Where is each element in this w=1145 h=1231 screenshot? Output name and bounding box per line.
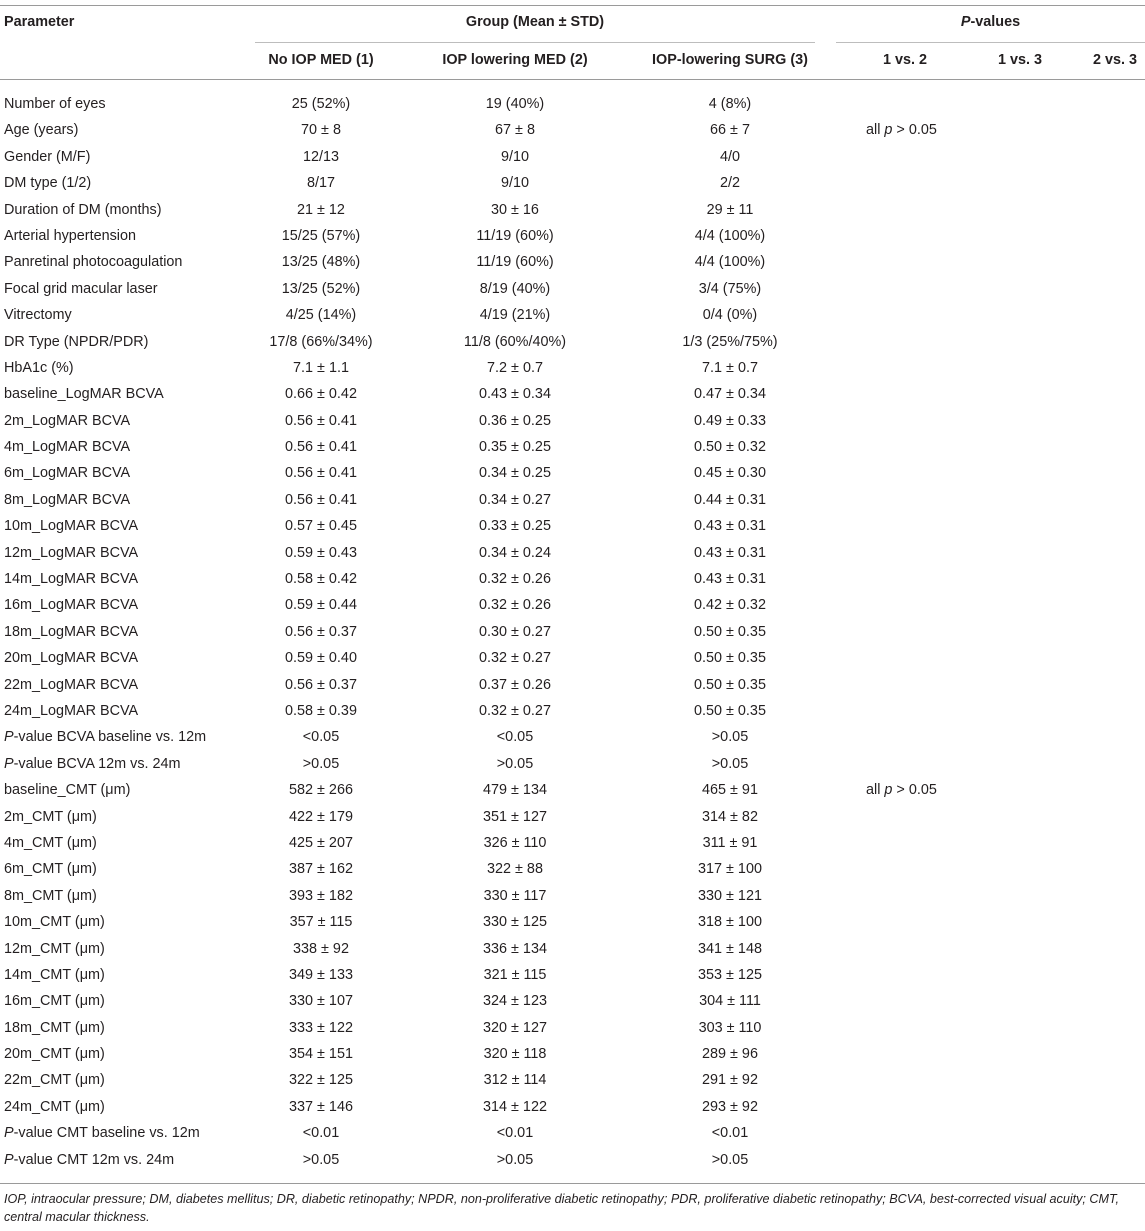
group-3-cell: 353 ± 125 bbox=[698, 966, 762, 983]
group-1-cell: 0.56 ± 0.41 bbox=[285, 491, 357, 508]
param-cell: 2m_CMT (μm) bbox=[4, 808, 97, 825]
param-cell: Focal grid macular laser bbox=[4, 280, 158, 297]
group-2-cell: 0.32 ± 0.27 bbox=[479, 702, 551, 719]
group-1-cell: >0.05 bbox=[302, 1151, 340, 1168]
group-2-cell: 4/19 (21%) bbox=[479, 307, 551, 324]
param-cell: Age (years) bbox=[4, 122, 79, 139]
group-1-cell: 357 ± 115 bbox=[289, 914, 353, 931]
group-2-cell: 11/8 (60%/40%) bbox=[463, 333, 567, 350]
table-row bbox=[0, 698, 1145, 724]
group-2-cell: 479 ± 134 bbox=[483, 782, 547, 799]
group-3-cell: 314 ± 82 bbox=[702, 808, 758, 825]
table-row bbox=[0, 144, 1145, 170]
group-2-cell: 7.2 ± 0.7 bbox=[487, 359, 543, 376]
table-body bbox=[0, 91, 1145, 1173]
param-cell: 24m_LogMAR BCVA bbox=[4, 702, 139, 719]
table-row bbox=[0, 91, 1145, 117]
table-row bbox=[0, 909, 1145, 935]
group-1-cell: 337 ± 146 bbox=[289, 1098, 353, 1115]
param-cell: 18m_LogMAR BCVA bbox=[4, 623, 139, 640]
group-2-cell: 320 ± 127 bbox=[483, 1019, 547, 1036]
param-cell: P-value BCVA baseline vs. 12m bbox=[4, 729, 207, 746]
param-cell: 14m_LogMAR BCVA bbox=[4, 571, 139, 588]
group-1-cell: 0.56 ± 0.41 bbox=[285, 412, 357, 429]
table-row bbox=[0, 672, 1145, 698]
group-3-cell: 66 ± 7 bbox=[710, 122, 750, 139]
table-row bbox=[0, 381, 1145, 407]
group-3-cell: 341 ± 148 bbox=[698, 940, 762, 957]
param-cell: Panretinal photocoagulation bbox=[4, 254, 183, 271]
group-1-cell: 0.56 ± 0.41 bbox=[285, 439, 357, 456]
group-2-cell: <0.05 bbox=[496, 729, 534, 746]
table-row bbox=[0, 962, 1145, 988]
group-1-cell: 0.59 ± 0.43 bbox=[285, 544, 357, 561]
param-cell: 16m_LogMAR BCVA bbox=[4, 597, 139, 614]
parameter-header: Parameter bbox=[4, 14, 75, 30]
group-3-cell: >0.05 bbox=[711, 1151, 749, 1168]
comparison-1-vs-2-header: 1 vs. 2 bbox=[882, 52, 927, 68]
group-3-cell: 3/4 (75%) bbox=[698, 280, 762, 297]
group-3-cell: 4 (8%) bbox=[708, 96, 752, 112]
group-3-cell: 304 ± 111 bbox=[699, 993, 761, 1010]
group-2-cell: 0.32 ± 0.26 bbox=[479, 571, 551, 588]
group-2-cell: 312 ± 114 bbox=[483, 1072, 547, 1089]
param-cell: 10m_CMT (μm) bbox=[4, 914, 105, 931]
group-1-cell: 13/25 (52%) bbox=[281, 280, 361, 297]
table-row bbox=[0, 777, 1145, 803]
table-row bbox=[0, 355, 1145, 381]
table-row bbox=[0, 408, 1145, 434]
group-1-cell: >0.05 bbox=[302, 755, 340, 772]
group-1-cell: 21 ± 12 bbox=[297, 201, 345, 218]
group-1-cell: 0.56 ± 0.37 bbox=[285, 676, 357, 693]
table-row bbox=[0, 751, 1145, 777]
group-1-cell: 0.57 ± 0.45 bbox=[285, 518, 357, 535]
group-1-cell: 0.56 ± 0.41 bbox=[285, 465, 357, 482]
group-1-cell: 12/13 bbox=[302, 148, 339, 165]
group-1-cell: 333 ± 122 bbox=[289, 1019, 353, 1036]
pvalues-header-italic: P bbox=[960, 14, 971, 30]
param-cell: 10m_LogMAR BCVA bbox=[4, 518, 139, 535]
table-row bbox=[0, 619, 1145, 645]
group-2-cell: 0.36 ± 0.25 bbox=[479, 412, 551, 429]
group-2-cell: <0.01 bbox=[496, 1125, 534, 1142]
group-1-cell: 25 (52%) bbox=[291, 96, 351, 112]
group-3-cell: 0.47 ± 0.34 bbox=[694, 386, 766, 403]
group-2-header: IOP lowering MED (2) bbox=[442, 52, 588, 68]
group-3-cell: 465 ± 91 bbox=[702, 782, 758, 799]
bottom-rule bbox=[0, 1183, 1145, 1184]
group-2-cell: >0.05 bbox=[496, 755, 534, 772]
group-3-cell: 311 ± 91 bbox=[702, 834, 758, 851]
group-3-cell: 0.49 ± 0.33 bbox=[694, 412, 766, 429]
group-2-cell: 0.30 ± 0.27 bbox=[479, 623, 551, 640]
param-cell: Vitrectomy bbox=[4, 307, 72, 324]
table-row bbox=[0, 883, 1145, 909]
group-1-cell: 349 ± 133 bbox=[289, 966, 353, 983]
top-rule bbox=[0, 5, 1145, 6]
group-3-cell: 293 ± 92 bbox=[702, 1098, 758, 1115]
group-3-cell: 4/0 bbox=[719, 148, 740, 165]
group-2-cell: 0.34 ± 0.25 bbox=[479, 465, 551, 482]
param-cell: Number of eyes bbox=[4, 96, 106, 112]
param-cell: 16m_CMT (μm) bbox=[4, 993, 105, 1010]
group-2-cell: 0.37 ± 0.26 bbox=[479, 676, 551, 693]
param-cell: 22m_CMT (μm) bbox=[4, 1072, 105, 1089]
group-1-header: No IOP MED (1) bbox=[268, 52, 374, 68]
param-cell: 12m_LogMAR BCVA bbox=[4, 544, 139, 561]
table-row bbox=[0, 117, 1145, 143]
group-2-cell: 326 ± 110 bbox=[483, 834, 547, 851]
table-row bbox=[0, 197, 1145, 223]
table-row bbox=[0, 804, 1145, 830]
param-cell: 8m_CMT (μm) bbox=[4, 887, 97, 904]
group-1-cell: 387 ± 162 bbox=[289, 861, 353, 878]
group-2-cell: 0.43 ± 0.34 bbox=[479, 386, 551, 403]
pvalues-header-rule bbox=[836, 42, 1145, 43]
group-3-cell: 0/4 (0%) bbox=[702, 307, 758, 324]
table-row bbox=[0, 1147, 1145, 1173]
table-row bbox=[0, 566, 1145, 592]
group-3-cell: 0.43 ± 0.31 bbox=[694, 571, 766, 588]
table-row bbox=[0, 830, 1145, 856]
group-3-cell: 29 ± 11 bbox=[706, 201, 754, 218]
group-2-cell: 0.32 ± 0.27 bbox=[479, 650, 551, 667]
group-2-cell: 330 ± 117 bbox=[483, 887, 547, 904]
group-3-cell: 318 ± 100 bbox=[698, 914, 762, 931]
table-row bbox=[0, 1015, 1145, 1041]
group-2-cell: 30 ± 16 bbox=[491, 201, 539, 218]
table-row bbox=[0, 988, 1145, 1014]
table-row bbox=[0, 540, 1145, 566]
table-row bbox=[0, 856, 1145, 882]
comparison-1-vs-3-header: 1 vs. 3 bbox=[997, 52, 1042, 68]
param-cell: HbA1c (%) bbox=[4, 359, 74, 376]
param-cell: baseline_LogMAR BCVA bbox=[4, 386, 164, 403]
param-cell: 20m_LogMAR BCVA bbox=[4, 650, 139, 667]
group-2-cell: 8/19 (40%) bbox=[479, 280, 551, 297]
group-2-cell: >0.05 bbox=[496, 1151, 534, 1168]
param-cell: 20m_CMT (μm) bbox=[4, 1046, 105, 1063]
table-row bbox=[0, 724, 1145, 750]
group-1-cell: <0.05 bbox=[302, 729, 340, 746]
group-3-cell: 317 ± 100 bbox=[698, 861, 762, 878]
param-cell: 6m_LogMAR BCVA bbox=[4, 465, 131, 482]
group-1-cell: 0.58 ± 0.39 bbox=[285, 702, 357, 719]
table-row bbox=[0, 249, 1145, 275]
param-cell: 6m_CMT (μm) bbox=[4, 861, 97, 878]
param-cell: Gender (M/F) bbox=[4, 148, 91, 165]
table-row bbox=[0, 223, 1145, 249]
group-1-cell: 354 ± 151 bbox=[289, 1046, 353, 1063]
pvalue-note-cell: all p > 0.05 bbox=[866, 782, 937, 799]
param-cell: Arterial hypertension bbox=[4, 227, 136, 244]
param-cell: P-value CMT 12m vs. 24m bbox=[4, 1151, 175, 1168]
param-cell: P-value CMT baseline vs. 12m bbox=[4, 1125, 200, 1142]
group-2-cell: 321 ± 115 bbox=[483, 966, 547, 983]
group-1-cell: 582 ± 266 bbox=[289, 782, 353, 799]
group-2-cell: 0.35 ± 0.25 bbox=[479, 439, 551, 456]
group-1-cell: 0.56 ± 0.37 bbox=[285, 623, 357, 640]
param-cell: DM type (1/2) bbox=[4, 175, 92, 192]
table-row bbox=[0, 645, 1145, 671]
table-row bbox=[0, 1067, 1145, 1093]
group-2-cell: 0.34 ± 0.27 bbox=[479, 491, 551, 508]
group-3-cell: 291 ± 92 bbox=[702, 1072, 758, 1089]
group-1-cell: 0.58 ± 0.42 bbox=[285, 571, 357, 588]
table-row bbox=[0, 329, 1145, 355]
table-row bbox=[0, 1041, 1145, 1067]
group-3-cell: 0.44 ± 0.31 bbox=[694, 491, 766, 508]
group-3-cell: 0.45 ± 0.30 bbox=[694, 465, 766, 482]
param-cell: 22m_LogMAR BCVA bbox=[4, 676, 139, 693]
header-rule bbox=[0, 79, 1145, 80]
group-3-cell: 0.42 ± 0.32 bbox=[694, 597, 766, 614]
group-2-cell: 0.32 ± 0.26 bbox=[479, 597, 551, 614]
group-1-cell: 322 ± 125 bbox=[289, 1072, 353, 1089]
group-3-cell: 0.50 ± 0.35 bbox=[694, 702, 766, 719]
group-3-cell: 303 ± 110 bbox=[698, 1019, 762, 1036]
group-1-cell: 425 ± 207 bbox=[289, 834, 353, 851]
table-row bbox=[0, 1094, 1145, 1120]
table-row bbox=[0, 936, 1145, 962]
group-2-cell: 11/19 (60%) bbox=[476, 227, 554, 244]
pvalue-note-cell: all p > 0.05 bbox=[866, 122, 937, 139]
group-3-cell: 0.50 ± 0.35 bbox=[694, 676, 766, 693]
group-3-cell: 289 ± 96 bbox=[702, 1046, 758, 1063]
group-1-cell: 393 ± 182 bbox=[289, 887, 353, 904]
group-2-cell: 0.34 ± 0.24 bbox=[479, 544, 551, 561]
table-footnote: IOP, intraocular pressure; DM, diabetes mellitus; DR, diabetic retinopathy; NPDR, non-proliferative diabetic retinopathy; PDR, proliferative diabetic retinopathy; BCVA, best-corrected visual acuity; CMT, central macular thickness. bbox=[4, 1192, 1120, 1224]
group-1-cell: 0.59 ± 0.40 bbox=[285, 650, 357, 667]
table-row bbox=[0, 592, 1145, 618]
table-row bbox=[0, 434, 1145, 460]
group-1-cell: 7.1 ± 1.1 bbox=[293, 359, 349, 376]
group-3-cell: 330 ± 121 bbox=[698, 887, 762, 904]
group-3-cell: 0.50 ± 0.35 bbox=[694, 623, 766, 640]
group-2-cell: 336 ± 134 bbox=[483, 940, 547, 957]
param-cell: 14m_CMT (μm) bbox=[4, 966, 105, 983]
table-row bbox=[0, 487, 1145, 513]
param-cell: baseline_CMT (μm) bbox=[4, 782, 131, 799]
table-row bbox=[0, 513, 1145, 539]
table-row bbox=[0, 1120, 1145, 1146]
group-2-cell: 320 ± 118 bbox=[483, 1046, 547, 1063]
group-1-cell: 330 ± 107 bbox=[289, 993, 353, 1010]
group-2-cell: 19 (40%) bbox=[485, 96, 545, 112]
group-1-cell: 0.59 ± 0.44 bbox=[285, 597, 357, 614]
group-1-cell: 4/25 (14%) bbox=[285, 307, 357, 324]
pvalues-header bbox=[836, 14, 1145, 30]
group-header: Group (Mean ± STD) bbox=[465, 14, 605, 30]
group-1-cell: 338 ± 92 bbox=[293, 940, 349, 957]
group-3-cell: <0.01 bbox=[711, 1125, 749, 1142]
group-2-cell: 11/19 (60%) bbox=[476, 254, 554, 271]
group-1-cell: 8/17 bbox=[306, 175, 335, 192]
group-1-cell: <0.01 bbox=[302, 1125, 340, 1142]
group-1-cell: 422 ± 179 bbox=[289, 808, 353, 825]
group-2-cell: 322 ± 88 bbox=[487, 861, 543, 878]
group-3-cell: 0.50 ± 0.32 bbox=[694, 439, 766, 456]
group-3-header: IOP-lowering SURG (3) bbox=[652, 52, 808, 68]
group-3-cell: >0.05 bbox=[711, 729, 749, 746]
table-row bbox=[0, 170, 1145, 196]
group-3-cell: 1/3 (25%/75%) bbox=[682, 333, 778, 350]
group-2-cell: 9/10 bbox=[500, 175, 529, 192]
param-cell: 2m_LogMAR BCVA bbox=[4, 412, 131, 429]
group-2-cell: 67 ± 8 bbox=[495, 122, 535, 139]
group-2-cell: 324 ± 123 bbox=[483, 993, 547, 1010]
group-2-cell: 0.33 ± 0.25 bbox=[479, 518, 551, 535]
group-3-cell: 0.50 ± 0.35 bbox=[694, 650, 766, 667]
group-1-cell: 17/8 (66%/34%) bbox=[269, 333, 373, 350]
param-cell: 8m_LogMAR BCVA bbox=[4, 491, 131, 508]
table-row bbox=[0, 302, 1145, 328]
group-header-rule bbox=[255, 42, 815, 43]
param-cell: 12m_CMT (μm) bbox=[4, 940, 105, 957]
param-cell: DR Type (NPDR/PDR) bbox=[4, 333, 149, 350]
table-row bbox=[0, 460, 1145, 486]
group-2-cell: 330 ± 125 bbox=[483, 914, 547, 931]
pvalues-header-rest: -values bbox=[970, 14, 1021, 30]
group-1-cell: 70 ± 8 bbox=[301, 122, 341, 139]
param-cell: 4m_LogMAR BCVA bbox=[4, 439, 131, 456]
group-1-cell: 0.66 ± 0.42 bbox=[285, 386, 357, 403]
comparison-2-vs-3-header: 2 vs. 3 bbox=[1092, 52, 1137, 68]
group-1-cell: 15/25 (57%) bbox=[281, 227, 361, 244]
table-row bbox=[0, 276, 1145, 302]
group-3-cell: >0.05 bbox=[711, 755, 749, 772]
group-3-cell: 2/2 bbox=[719, 175, 740, 192]
group-2-cell: 314 ± 122 bbox=[483, 1098, 547, 1115]
group-3-cell: 0.43 ± 0.31 bbox=[694, 518, 766, 535]
param-cell: Duration of DM (months) bbox=[4, 201, 162, 218]
group-2-cell: 351 ± 127 bbox=[483, 808, 547, 825]
group-3-cell: 4/4 (100%) bbox=[694, 227, 766, 244]
group-2-cell: 9/10 bbox=[500, 148, 529, 165]
param-cell: 4m_CMT (μm) bbox=[4, 834, 97, 851]
param-cell: 18m_CMT (μm) bbox=[4, 1019, 105, 1036]
param-cell: P-value BCVA 12m vs. 24m bbox=[4, 755, 181, 772]
param-cell: 24m_CMT (μm) bbox=[4, 1098, 105, 1115]
group-1-cell: 13/25 (48%) bbox=[281, 254, 361, 271]
group-3-cell: 0.43 ± 0.31 bbox=[694, 544, 766, 561]
group-3-cell: 7.1 ± 0.7 bbox=[702, 359, 758, 376]
group-3-cell: 4/4 (100%) bbox=[694, 254, 766, 271]
